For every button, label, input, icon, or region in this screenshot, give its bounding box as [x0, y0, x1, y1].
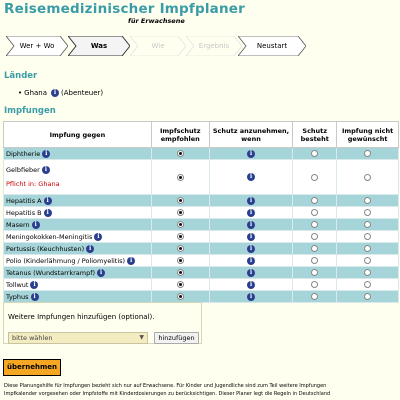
choice-cell — [293, 231, 337, 243]
conditions-info-icon[interactable]: i — [247, 245, 255, 253]
vaccine-name: Masern — [6, 220, 30, 229]
radio-button[interactable] — [364, 245, 371, 252]
radio-button[interactable] — [311, 281, 318, 288]
wizard-steps — [6, 36, 306, 56]
vaccine-name-cell — [4, 148, 152, 160]
choice-cell — [337, 160, 399, 195]
add-vaccination-box — [3, 302, 202, 344]
vaccine-name-cell — [4, 279, 152, 291]
bullet-icon: • — [18, 89, 23, 97]
choice-cell — [337, 243, 399, 255]
radio-button[interactable] — [364, 293, 371, 300]
vaccine-name: Tollwut — [6, 280, 29, 289]
wizard-step-ergebnis: Ergebnis — [186, 36, 242, 56]
choice-cell — [151, 291, 209, 303]
page-title: Reisemedizinischer Impfplaner — [4, 1, 246, 17]
footnote: Diese Planungshilfe für Impfungen bezieht sich nur auf Erwachsene. Für Kinder und Jugendliche sind zum Teil weitere Impfungen Impfkalender vorgesehen oder Impfstoffe mit Kinderdosierungen zu berücksichtigen. Dieser Planer legt die Regeln in Deutschland — [4, 383, 331, 397]
choice-cell — [293, 160, 337, 195]
radio-button[interactable] — [177, 233, 184, 240]
choice-cell — [293, 243, 337, 255]
choice-cell — [209, 255, 293, 267]
column-header: Schutz besteht — [293, 122, 337, 148]
radio-button[interactable] — [311, 245, 318, 252]
conditions-info-icon[interactable]: i — [247, 233, 255, 241]
choice-cell — [337, 255, 399, 267]
radio-button[interactable] — [177, 281, 184, 288]
radio-button[interactable] — [311, 233, 318, 240]
info-icon[interactable]: i — [32, 221, 40, 229]
choice-cell — [293, 279, 337, 291]
choice-cell — [293, 291, 337, 303]
table-row — [4, 207, 399, 219]
conditions-info-icon[interactable]: i — [247, 209, 255, 217]
radio-button[interactable] — [177, 174, 184, 181]
wizard-step-neustart[interactable]: Neustart — [238, 36, 306, 56]
table-row — [4, 231, 399, 243]
radio-button[interactable] — [364, 221, 371, 228]
conditions-info-icon[interactable]: i — [247, 150, 255, 158]
vaccine-name: Pertussis (Keuchhusten) — [6, 244, 85, 253]
vaccine-name: Hepatitis B — [6, 208, 42, 217]
choice-cell — [293, 207, 337, 219]
choice-cell — [209, 219, 293, 231]
choice-cell — [151, 255, 209, 267]
add-vaccination-label: Weitere Impfungen hinzufügen (optional). — [8, 313, 155, 321]
radio-button[interactable] — [311, 221, 318, 228]
radio-button[interactable] — [177, 293, 184, 300]
radio-button[interactable] — [177, 257, 184, 264]
choice-cell — [151, 231, 209, 243]
vaccine-name: Polio (Kinderlähmung / Poliomyelitis) — [6, 256, 126, 265]
vaccine-name-cell — [4, 267, 152, 279]
vaccination-table — [3, 121, 399, 303]
choice-cell — [151, 279, 209, 291]
choice-cell — [293, 267, 337, 279]
vaccine-name: Hepatitis A — [6, 196, 42, 205]
table-row — [4, 219, 399, 231]
choice-cell — [209, 148, 293, 160]
info-icon[interactable]: i — [127, 257, 135, 265]
choice-cell — [337, 267, 399, 279]
wizard-step-was[interactable]: Was — [68, 36, 130, 56]
column-header: Impfschutz empfohlen — [151, 122, 209, 148]
conditions-info-icon[interactable]: i — [247, 173, 255, 181]
choice-cell — [151, 148, 209, 160]
info-icon[interactable]: i — [30, 281, 38, 289]
column-header: Impfung nicht gewünscht — [337, 122, 399, 148]
column-header: Impfung gegen — [4, 122, 152, 148]
vaccine-name: Tetanus (Wundstarrkrampf) — [6, 268, 96, 277]
conditions-info-icon[interactable]: i — [247, 257, 255, 265]
vaccine-name-cell — [4, 255, 152, 267]
info-icon[interactable]: i — [94, 233, 102, 241]
table-row — [4, 243, 399, 255]
vaccine-name-cell — [4, 231, 152, 243]
wizard-step-wer-wo[interactable]: Wer + Wo — [6, 36, 68, 56]
info-icon[interactable]: i — [42, 150, 50, 158]
choice-cell — [151, 219, 209, 231]
vaccine-name: Meningokokken-Meningitis — [6, 232, 93, 241]
radio-button[interactable] — [177, 245, 184, 252]
country-item — [18, 89, 103, 97]
radio-button[interactable] — [311, 197, 318, 204]
choice-cell — [209, 207, 293, 219]
radio-button[interactable] — [364, 150, 371, 157]
add-button[interactable]: hinzufügen — [154, 332, 199, 344]
choice-cell — [151, 160, 209, 195]
country-name: Ghana — [24, 89, 48, 97]
country-detail: (Abenteuer) — [61, 89, 104, 97]
table-row — [4, 255, 399, 267]
page-subtitle: für Erwachsene — [128, 17, 185, 25]
conditions-info-icon[interactable]: i — [247, 269, 255, 277]
radio-button[interactable] — [364, 209, 371, 216]
radio-button[interactable] — [311, 293, 318, 300]
conditions-info-icon[interactable]: i — [247, 281, 255, 289]
requirement-note: Pflicht in: Ghana — [6, 180, 60, 188]
vaccinations-heading: Impfungen — [4, 106, 56, 116]
choice-cell — [337, 195, 399, 207]
choice-cell — [293, 255, 337, 267]
radio-button[interactable] — [311, 174, 318, 181]
radio-button[interactable] — [177, 197, 184, 204]
radio-button[interactable] — [177, 209, 184, 216]
choice-cell — [151, 243, 209, 255]
table-row — [4, 160, 399, 195]
choice-cell — [209, 279, 293, 291]
info-icon[interactable]: i — [44, 209, 52, 217]
info-icon[interactable]: i — [86, 245, 94, 253]
vaccine-name-cell — [4, 160, 152, 195]
choice-cell — [151, 195, 209, 207]
vaccine-name-cell — [4, 195, 152, 207]
radio-button[interactable] — [177, 221, 184, 228]
vaccine-name: Diphtherie — [6, 149, 41, 158]
choice-cell — [293, 219, 337, 231]
table-row — [4, 279, 399, 291]
choice-cell — [337, 279, 399, 291]
radio-button[interactable] — [364, 281, 371, 288]
radio-button[interactable] — [364, 269, 371, 276]
table-row — [4, 148, 399, 160]
chevron-down-icon: ▼ — [139, 334, 144, 341]
table-row — [4, 195, 399, 207]
vaccination-select[interactable]: bitte wählen ▼ — [8, 332, 148, 344]
choice-cell — [337, 219, 399, 231]
choice-cell — [209, 231, 293, 243]
submit-button[interactable]: übernehmen — [3, 359, 61, 376]
info-icon[interactable]: i — [97, 269, 105, 277]
conditions-info-icon[interactable]: i — [247, 293, 255, 301]
info-icon[interactable]: i — [51, 89, 59, 97]
table-row — [4, 291, 399, 303]
choice-cell — [209, 291, 293, 303]
choice-cell — [151, 267, 209, 279]
vaccine-name-cell — [4, 291, 152, 303]
conditions-info-icon[interactable]: i — [247, 197, 255, 205]
radio-button[interactable] — [364, 257, 371, 264]
choice-cell — [293, 195, 337, 207]
choice-cell — [337, 148, 399, 160]
choice-cell — [337, 231, 399, 243]
table-row — [4, 267, 399, 279]
choice-cell — [337, 291, 399, 303]
vaccine-name: Typhus — [6, 292, 29, 301]
choice-cell — [151, 207, 209, 219]
choice-cell — [209, 243, 293, 255]
vaccine-name-cell — [4, 207, 152, 219]
column-header: Schutz anzunehmen, wenn — [209, 122, 293, 148]
radio-button[interactable] — [364, 174, 371, 181]
info-icon[interactable]: i — [31, 293, 39, 301]
choice-cell — [337, 207, 399, 219]
info-icon[interactable]: i — [42, 166, 50, 174]
vaccine-name-cell — [4, 219, 152, 231]
radio-button[interactable] — [364, 197, 371, 204]
radio-button[interactable] — [311, 269, 318, 276]
vaccine-name-cell — [4, 243, 152, 255]
wizard-step-wie: Wie — [130, 36, 186, 56]
choice-cell — [209, 195, 293, 207]
radio-button[interactable] — [311, 257, 318, 264]
vaccine-name: Gelbfieber — [6, 166, 40, 174]
table-header-row — [4, 122, 399, 148]
choice-cell — [209, 267, 293, 279]
radio-button[interactable] — [311, 209, 318, 216]
choice-cell — [293, 148, 337, 160]
countries-heading: Länder — [4, 71, 38, 81]
radio-button[interactable] — [311, 150, 318, 157]
vaccination-rows — [4, 148, 399, 303]
info-icon[interactable]: i — [44, 197, 52, 205]
radio-button[interactable] — [364, 233, 371, 240]
radio-button[interactable] — [177, 269, 184, 276]
conditions-info-icon[interactable]: i — [247, 221, 255, 229]
app-header — [4, 1, 396, 29]
choice-cell — [209, 160, 293, 195]
radio-button[interactable] — [177, 150, 184, 157]
